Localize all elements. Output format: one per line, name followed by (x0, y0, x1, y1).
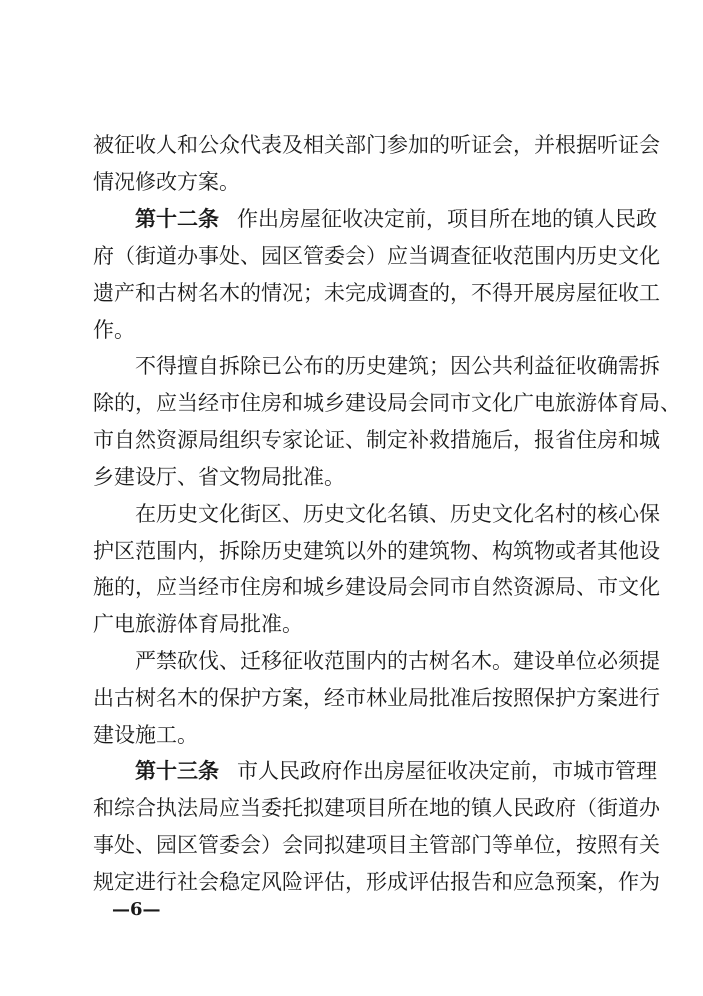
text-line: 严禁砍伐、迁移征收范围内的古树名木。建设单位必须提 (135, 649, 660, 673)
text-line: 出古树名木的保护方案，经市林业局批准后按照保护方案进行 (93, 686, 660, 710)
article-12-heading: 第十二条 (135, 206, 219, 231)
text-line: 府（街道办事处、园区管委会）应当调查征收范围内历史文化 (93, 244, 660, 268)
text-line: 施的，应当经市住房和城乡建设局会同市自然资源局、市文化 (93, 575, 660, 599)
text-span: 市人民政府作出房屋征收决定前，市城市管理 (237, 759, 657, 783)
text-line: 市自然资源局组织专家论证、制定补救措施后，报省住房和城 (93, 428, 660, 452)
text-line: 在历史文化街区、历史文化名镇、历史文化名村的核心保 (135, 502, 660, 526)
text-line: 事处、园区管委会）会同拟建项目主管部门等单位，按照有关 (93, 833, 660, 857)
text-span: 作出房屋征收决定前，项目所在地的镇人民政 (237, 207, 657, 231)
text-line: 广电旅游体育局批准。 (93, 612, 303, 636)
text-line: 建设施工。 (93, 723, 198, 747)
article-13-first-line (135, 757, 657, 785)
text-line: 遗产和古树名木的情况；未完成调查的，不得开展房屋征收工 (93, 281, 660, 305)
text-line: 情况修改方案。 (93, 170, 240, 194)
text-line: 除的，应当经市住房和城乡建设局会同市文化广电旅游体育局、 (93, 391, 681, 415)
text-line: 被征收人和公众代表及相关部门参加的听证会，并根据听证会 (93, 133, 660, 157)
text-line: 不得擅自拆除已公布的历史建筑；因公共利益征收确需拆 (135, 354, 660, 378)
article-12-first-line (135, 205, 657, 233)
text-line: 乡建设厅、省文物局批准。 (93, 465, 345, 489)
article-13-heading: 第十三条 (135, 758, 219, 783)
text-line: 护区范围内，拆除历史建筑以外的建筑物、构筑物或者其他设 (93, 539, 660, 563)
text-line: 作。 (93, 318, 135, 342)
text-line: 和综合执法局应当委托拟建项目所在地的镇人民政府（街道办 (93, 796, 660, 820)
text-line: 规定进行社会稳定风险评估，形成评估报告和应急预案，作为 (93, 870, 660, 894)
page-number: —6— (112, 899, 161, 920)
